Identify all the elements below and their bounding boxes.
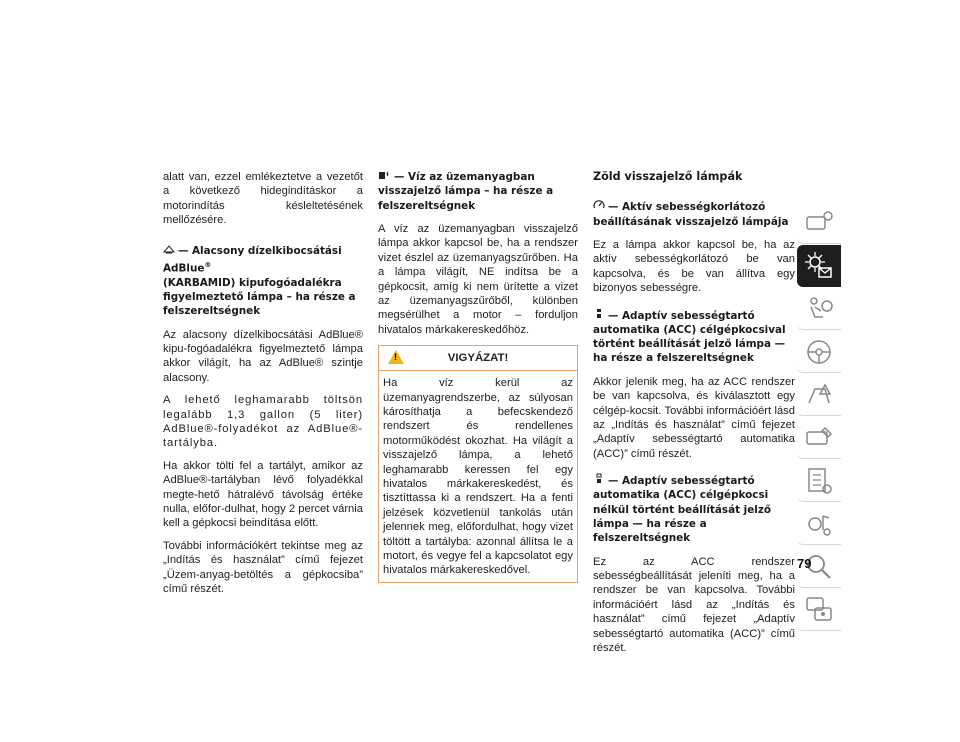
adblue-heading xyxy=(163,244,363,319)
safety-tab[interactable] xyxy=(797,288,841,330)
car-info-icon xyxy=(803,207,835,239)
paragraph: alatt van, ezzel emlékeztetve a vezetőt a következő hidegindításkor a motorindítás késleltetésének mellőzésére. xyxy=(163,171,363,227)
warning-header xyxy=(379,346,577,371)
paragraph: További információkért tekintse meg az „Indítás és használat” című fejezet „Üzem-anyag-betöltés a gépkocsiba” című részét. xyxy=(163,539,363,596)
paragraph: Akkor jelenik meg, ha az ACC rendszer be van kapcsolva, és kiválasztott egy célgép-kocsit. További információért lásd az „Indítás és használat” című fejezet „Adaptív sebességtartó automatika (ACC)” című részét. xyxy=(593,375,795,460)
adblue-heading-text: — Alacsony dízelkibocsátási AdBlue xyxy=(163,244,342,275)
water-in-fuel-heading-text: — Víz az üzemanyagban visszajelző lámpa – ha része a felszereltségnek xyxy=(378,171,554,212)
acc-no-target-heading-text: — Adaptív sebességtartó automatika (ACC) célgépkocsi nélkül történt beállítását jelző lámpa — ha része a felszereltségnek xyxy=(593,475,772,545)
paragraph: Az alacsony dízelkibocsátási AdBlue® kipu-fogóadalékra figyelmeztető lámpa akkor világít, ha az AdBlue® szintje alacsony. xyxy=(163,328,363,384)
starting-driving-tab[interactable] xyxy=(797,331,841,373)
speed-limiter-icon xyxy=(593,199,605,214)
water-in-fuel-icon xyxy=(378,170,391,184)
speed-limiter-heading-text: — Aktív sebességkorlátozó beállításának visszajelző lámpája xyxy=(593,201,789,228)
acc-target-heading-text: — Adaptív sebességtartó automatika (ACC) célgépkocsival történt beállítását jelző lámpa — ha része a felszereltségnek xyxy=(593,309,786,365)
acc-target-icon xyxy=(593,308,605,323)
speed-limiter-heading xyxy=(593,199,795,229)
warning-body xyxy=(379,371,577,582)
page-number: 79 xyxy=(797,556,812,571)
dashboard-lights-tab[interactable] xyxy=(797,245,841,287)
acc-target-heading xyxy=(593,308,795,366)
warning-text: Ha víz kerül az üzemanyagrendszerbe, az súlyosan károsíthatja a befecskendező rendszert és rendellenes motorműködést okozhat. Ha világít a visszajelző lámpa, a lehető leghamarabb keressen fel egy hivatalos márkakereskedést, és tisztíttassa ki a rendszert. Ha a fenti jelzések közvetlenül tankolás után jelennek meg, előfordulhat, hogy vizet töltött a tartályba: azonnal állítsa le a motort, és vegye fel a kapcsolatot egy hivatalos márkakereskedővel. xyxy=(383,377,573,577)
servicing-tab[interactable] xyxy=(797,417,841,459)
service-car-icon xyxy=(803,422,835,454)
language-tab[interactable] xyxy=(797,589,841,631)
adblue-heading-rest: (KARBAMID) kipufogóadalékra figyelmeztető lámpa – ha része a felszereltségnek xyxy=(163,276,356,318)
paragraph: Ha akkor tölti fel a tartályt, amikor az AdBlue®-tartályban lévő folyadékkal megte-hető hátralévő távolság értéke nulla, előfor-dulhat, hogy 2 percet várnia kell a gépkocsi beindítása előtt. xyxy=(163,459,363,530)
emergency-car-icon xyxy=(803,379,835,411)
car-overview-tab[interactable] xyxy=(797,202,841,244)
paragraph: Ez a lámpa akkor kapcsol be, ha az aktív sebességkorlátozó be van kapcsolva, és be van állítva egy bizonyos sebességre. xyxy=(593,238,795,295)
warning-title: VIGYÁZAT! xyxy=(447,352,509,365)
specifications-tab[interactable] xyxy=(797,460,841,502)
warning-triangle-icon: ! xyxy=(388,350,404,364)
paragraph: A víz az üzemanyagban visszajelző lámpa akkor kapcsol be, ha a rendszer vizet észlel az üzemanyagszűrőben. Ha a lámpa világít, NE indítsa be a gépkocsit, amíg ki nem ürítette a vizet az üzemanyagszűrőből, különben megsérülhet a motor – forduljon hivatalos márkakereskedőhöz. xyxy=(378,222,578,336)
language-icon xyxy=(803,594,835,626)
acc-no-target-icon xyxy=(593,473,605,488)
water-in-fuel-heading xyxy=(378,170,578,213)
adblue-warning-icon xyxy=(163,244,175,258)
registered-mark: ® xyxy=(204,260,212,269)
airbag-icon xyxy=(803,293,835,325)
checklist-icon xyxy=(803,465,835,497)
acc-no-target-heading xyxy=(593,473,795,545)
column-3 xyxy=(593,170,795,663)
section-title: Zöld visszajelző lámpák xyxy=(593,170,743,183)
emergency-tab[interactable] xyxy=(797,374,841,416)
multimedia-tab[interactable] xyxy=(797,503,841,545)
steering-wheel-icon xyxy=(803,336,835,368)
column-2 xyxy=(378,170,578,583)
multimedia-icon xyxy=(803,508,835,540)
paragraph: A lehető leghamarabb töltsön legalább 1,3 gallon (5 liter) AdBlue®-folyadékot az AdBlue®-tartályba. xyxy=(163,394,363,450)
warning-lights-icon xyxy=(803,250,835,282)
paragraph: Ez az ACC rendszer sebességbeállítását jeleníti meg, ha a rendszer be van kapcsolva. További információért lásd az „Indítás és használat” című fejezet „Adaptív sebességtartó automatika (ACC)” című részét. xyxy=(593,555,795,655)
column-1 xyxy=(163,170,363,604)
warning-box xyxy=(378,345,578,583)
